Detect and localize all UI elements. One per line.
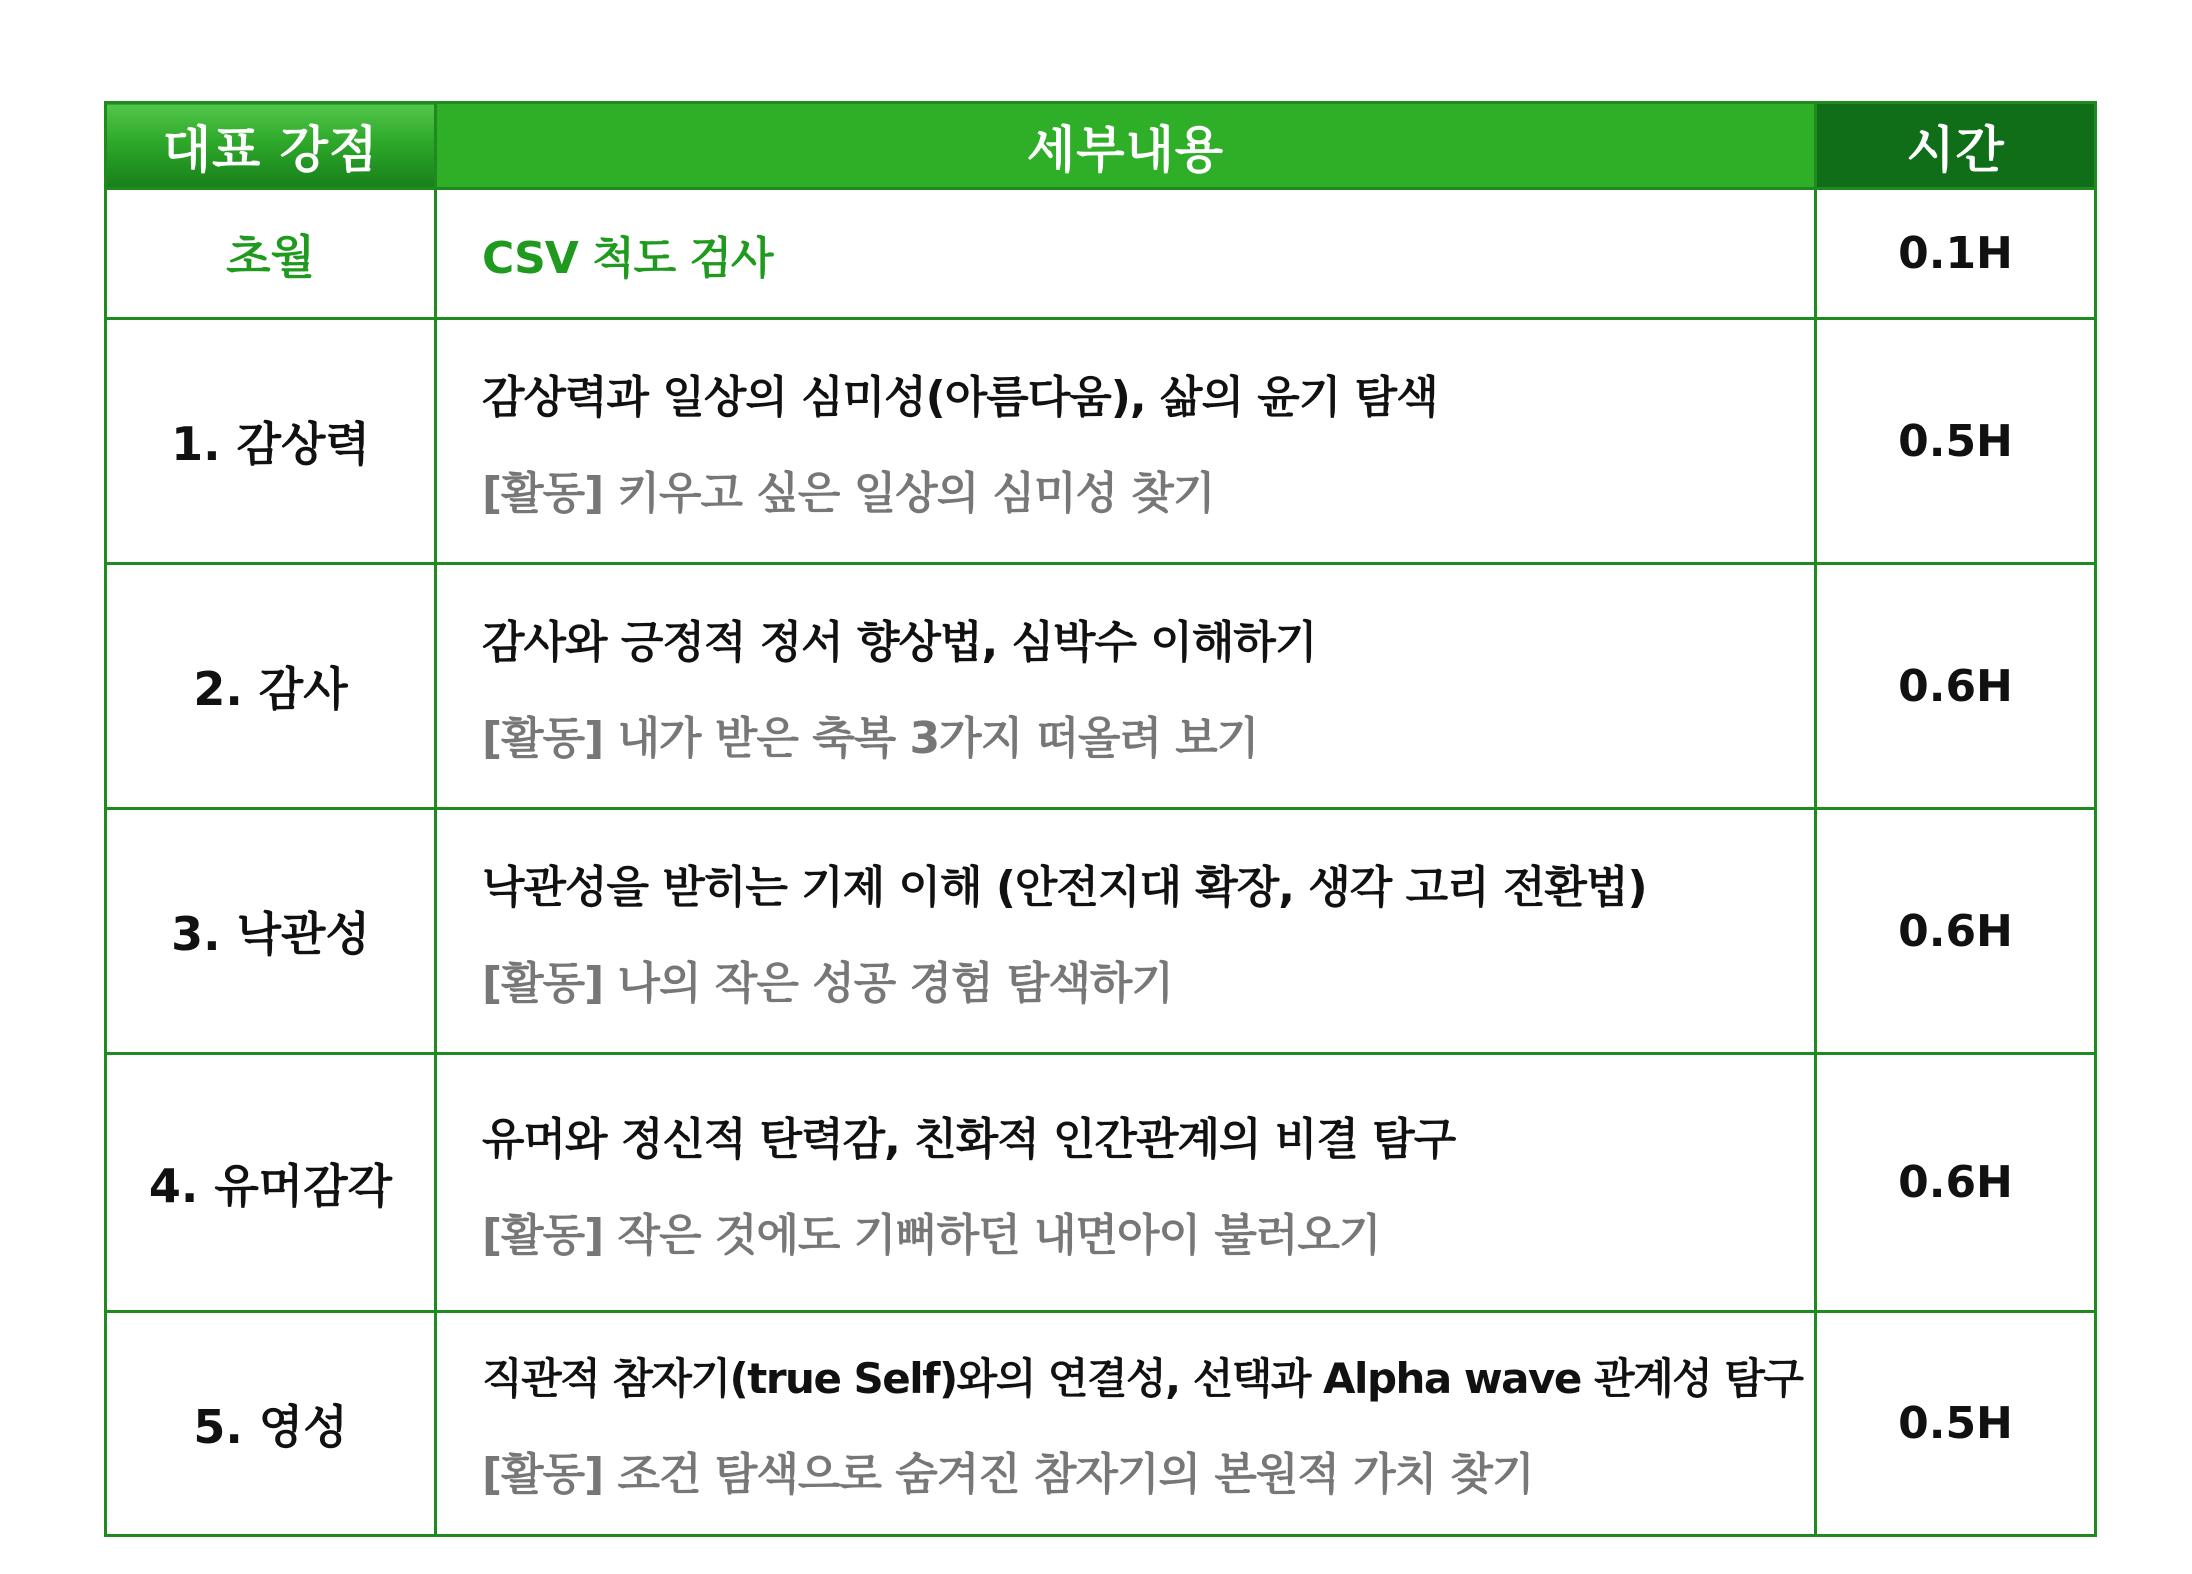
table-row — [106, 1054, 2096, 1312]
table-row — [106, 809, 2096, 1054]
strength-cell: 초월 — [106, 189, 436, 319]
strength-cell: 5. 영성 — [106, 1312, 436, 1536]
topic-text: 유머와 정신적 탄력감, 친화적 인간관계의 비결 탐구 — [482, 1113, 1456, 1165]
topic-text: 감상력과 일상의 심미성(아름다움), 삶의 윤기 탐색 — [482, 372, 1438, 423]
table-row — [106, 189, 2096, 319]
topic-text: 감사와 긍정적 정서 향상법, 심박수 이해하기 — [482, 617, 1317, 668]
activity-text: [활동] 나의 작은 성공 경험 탐색하기 — [482, 958, 1173, 1009]
detail-cell — [436, 1312, 1816, 1536]
header-strength: 대표 강점 — [106, 103, 436, 189]
detail-cell — [436, 564, 1816, 809]
detail-cell — [436, 809, 1816, 1054]
time-cell: 0.1H — [1816, 189, 2096, 319]
activity-text: [활동] 내가 받은 축복 3가지 떠올려 보기 — [482, 713, 1259, 764]
strength-cell: 3. 낙관성 — [106, 809, 436, 1054]
activity-text: [활동] 조건 탐색으로 숨겨진 참자기의 본원적 가치 찾기 — [482, 1448, 1534, 1500]
header-detail: 세부내용 — [436, 103, 1816, 189]
detail-cell — [436, 319, 1816, 564]
topic-text: CSV 척도 검사 — [482, 232, 773, 284]
time-cell: 0.5H — [1816, 319, 2096, 564]
strength-cell: 2. 감사 — [106, 564, 436, 809]
topic-text: 낙관성을 받히는 기제 이해 (안전지대 확장, 생각 고리 전환법) — [482, 862, 1647, 913]
strength-cell: 4. 유머감각 — [106, 1054, 436, 1312]
table-row — [106, 319, 2096, 564]
activity-text: [활동] 작은 것에도 기뻐하던 내면아이 불러오기 — [482, 1209, 1381, 1261]
header-time: 시간 — [1816, 103, 2096, 189]
activity-text: [활동] 키우고 싶은 일상의 심미성 찾기 — [482, 468, 1215, 519]
detail-cell — [436, 189, 1816, 319]
topic-text: 직관적 참자기(true Self)와의 연결성, 선택과 Alpha wave 관계성 탐구 — [482, 1353, 1803, 1403]
table-row — [106, 564, 2096, 809]
header-row — [106, 103, 2096, 189]
table-row — [106, 1312, 2096, 1536]
time-cell: 0.6H — [1816, 809, 2096, 1054]
time-cell: 0.6H — [1816, 1054, 2096, 1312]
program-table — [104, 101, 2097, 1537]
detail-cell — [436, 1054, 1816, 1312]
strength-cell: 1. 감상력 — [106, 319, 436, 564]
time-cell: 0.6H — [1816, 564, 2096, 809]
time-cell: 0.5H — [1816, 1312, 2096, 1536]
